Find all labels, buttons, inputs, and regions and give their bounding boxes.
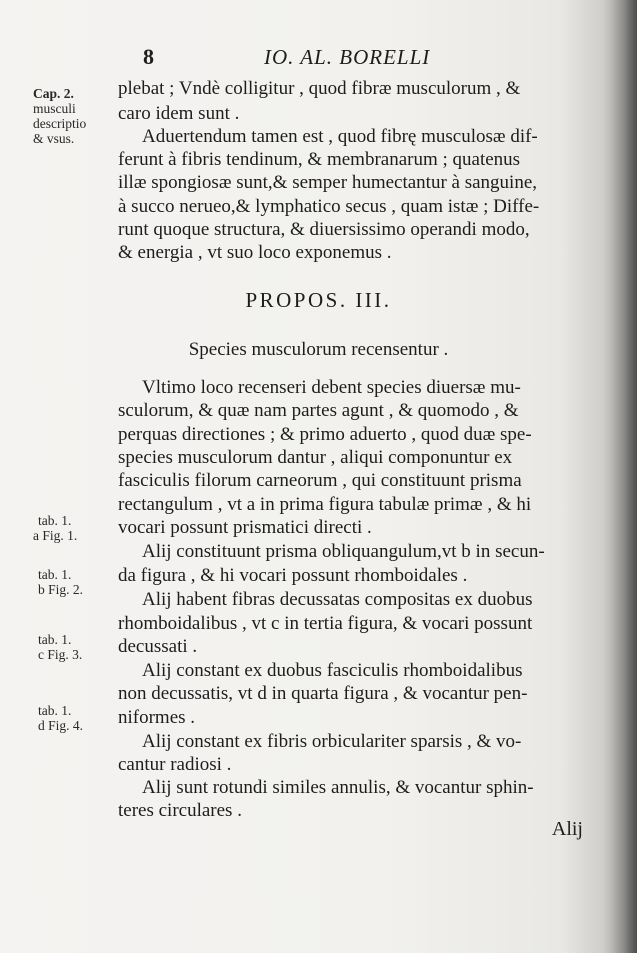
body-text-line: illæ spongiosæ sunt,& semper humectantur à sanguine, <box>118 172 538 193</box>
body-text-line: Alij constituunt prisma obliquangulum,vt b in secun- <box>142 541 545 562</box>
margin-note-line: descriptio <box>33 116 87 131</box>
section-heading: PROPOS. III. <box>245 288 392 312</box>
body-text-line: perquas directiones ; & primo aduerto , quod duæ spe- <box>118 424 532 445</box>
body-text-line: Alij constant ex fibris orbiculariter sparsis , & vo- <box>142 731 522 752</box>
body-text-line: ferunt à fibris tendinum, & membranarum ; quatenus <box>118 149 521 170</box>
running-head <box>0 40 637 70</box>
body-text-line: Alij sunt rotundi similes annulis, & vocantur sphin- <box>142 777 534 798</box>
margin-note-line: & vsus. <box>33 131 75 146</box>
body-text-line: da figura , & hi vocari possunt rhomboidales . <box>118 565 468 586</box>
body-text-line: plebat ; Vndè colligitur , quod fibræ musculorum , & <box>118 78 521 99</box>
catchword: Alij <box>551 818 583 840</box>
body-text-line: vocari possunt prismatici directi . <box>118 517 372 538</box>
body-text-line: à succo nerueo,& lymphatico secus , quam istæ ; Diffe- <box>118 196 540 217</box>
page-number: 8 <box>143 44 154 69</box>
running-head-author: IO. AL. BORELLI <box>264 45 431 69</box>
body-text-line: cantur radiosi . <box>118 754 232 775</box>
margin-note-line: musculi <box>33 101 76 116</box>
margin-note-table-ref: tab. 1. <box>38 513 72 528</box>
body-text-line: caro idem sunt . <box>118 103 240 124</box>
body-text-line: rectangulum , vt a in prima figura tabulæ primæ , & hi <box>118 494 532 515</box>
body-text-line: decussati . <box>118 636 198 657</box>
margin-note-table-ref: tab. 1. <box>38 632 72 647</box>
body-text-line: & energia , vt suo loco exponemus . <box>118 242 392 263</box>
body-text-line: species musculorum dantur , aliqui componuntur ex <box>118 447 513 468</box>
body-text-line: Alij habent fibras decussatas compositas ex duobus <box>142 589 533 610</box>
body-text-line: niformes . <box>118 707 196 728</box>
margin-note-figure-ref: d Fig. 4. <box>38 718 84 733</box>
body-text-line: fasciculis filorum carneorum , qui constituunt prisma <box>118 470 522 491</box>
page-fold-shadow <box>603 0 637 953</box>
body-text-line: Vltimo loco recenseri debent species diuersæ mu- <box>142 377 521 398</box>
body-text-line: sculorum, & quæ nam partes agunt , & quomodo , & <box>118 400 519 421</box>
body-text-line: runt quoque structura, & diuersissimo operandi modo, <box>118 219 530 240</box>
body-text-line: Aduertendum tamen est , quod fibrę musculosæ dif- <box>142 126 538 147</box>
body-text-line: Alij constant ex duobus fasciculis rhomboidalibus <box>142 660 523 681</box>
margin-note-table-ref: tab. 1. <box>38 703 72 718</box>
body-text-line: non decussatis, vt d in quarta figura , & vocantur pen- <box>118 683 528 704</box>
section-subheading: Species musculorum recensentur . <box>188 339 449 360</box>
body-text-line: teres circulares . <box>118 800 242 821</box>
margin-note-figure-ref: c Fig. 3. <box>38 647 83 662</box>
body-text-line: rhomboidalibus , vt c in tertia figura, & vocari possunt <box>118 613 533 634</box>
margin-note-figure-ref: a Fig. 1. <box>33 528 78 543</box>
margin-note-figure-ref: b Fig. 2. <box>38 582 84 597</box>
margin-note-table-ref: tab. 1. <box>38 567 72 582</box>
margin-note-chapter: Cap. 2. <box>33 86 74 101</box>
